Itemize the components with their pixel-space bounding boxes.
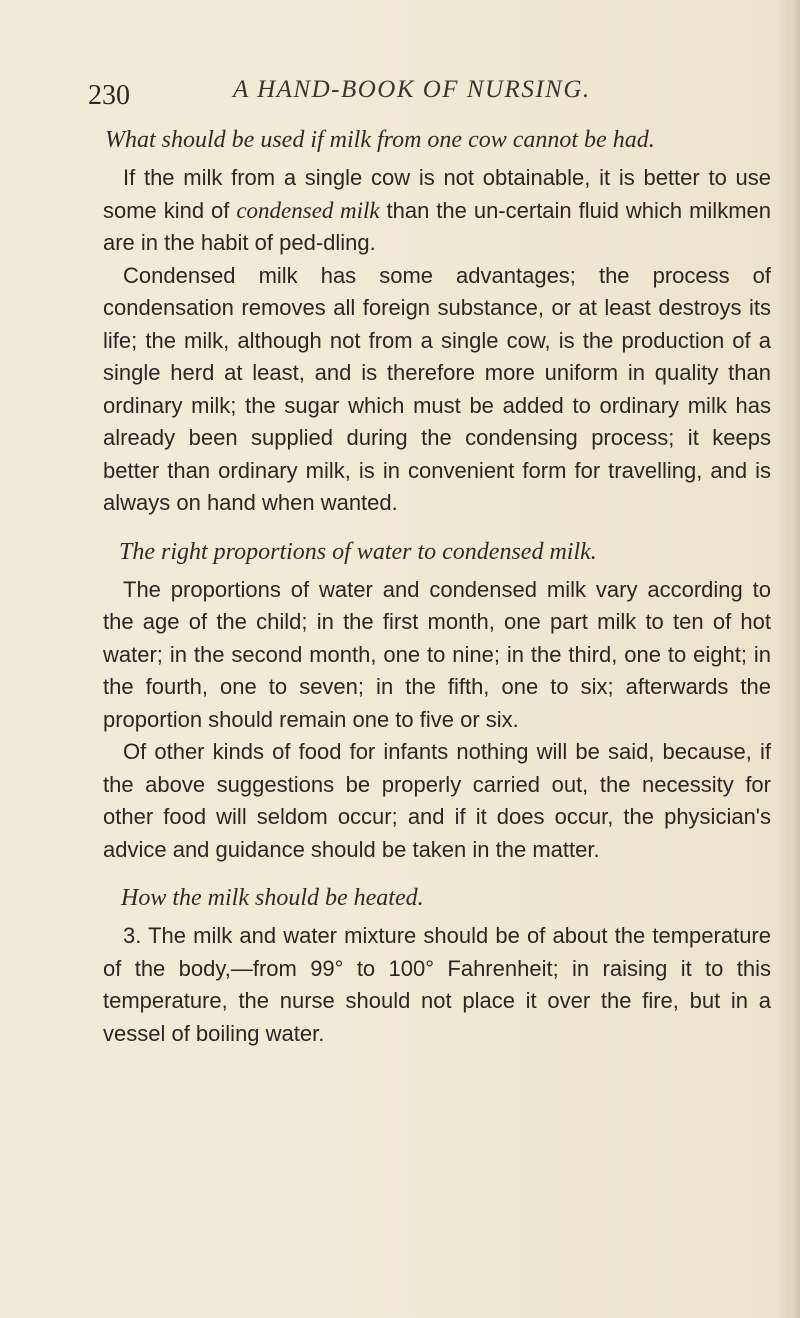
page-edge bbox=[790, 0, 800, 1318]
section-heading-proportions: The right proportions of water to condensed milk. bbox=[119, 538, 597, 565]
emphasis-condensed-milk: condensed milk bbox=[236, 197, 380, 223]
page-number: 230 bbox=[88, 80, 130, 111]
paragraph-condensed-milk-intro bbox=[103, 162, 771, 260]
paragraph-other-foods: Of other kinds of food for infants nothing will be said, because, if the above suggestions be properly carried out, the necessity for other food will seldom occur; and if it does occur, the physician's advice and guidance should be taken in the matter. bbox=[103, 739, 771, 862]
paragraph-text: than the un-certain fluid which milkmen are in the habit of ped-dling. bbox=[103, 197, 771, 255]
section-heading-condensed-milk-use: What should be used if milk from one cow cannot be had. bbox=[105, 127, 655, 153]
paragraph-heating: 3. The milk and water mixture should be of about the temperature of the body,—from 99° to 100° Fahrenheit; in raising it to this temperature, the nurse should not place it over the fire, but in a vessel of boiling water. bbox=[103, 923, 771, 1046]
paragraph-text: If the milk from a single cow is not obtainable, it is better to use some kind of bbox=[103, 165, 771, 223]
paragraph-proportions: The proportions of water and condensed milk vary according to the age of the child; in the first month, one part milk to ten of hot water; in the second month, one to nine; in the third, one to eight; in the fourth, one to seven; in the fifth, one to six; afterwards the proportion should remain one to five or six. bbox=[103, 576, 771, 732]
running-title: A HAND-BOOK OF NURSING. bbox=[233, 76, 591, 103]
section-heading-heating: How the milk should be heated. bbox=[121, 885, 424, 911]
page-body bbox=[103, 122, 771, 1050]
running-header bbox=[88, 76, 768, 116]
paragraph-condensed-milk-advantages: Condensed milk has some advantages; the process of condensation removes all foreign substance, or at least destroys its life; the milk, although not from a single cow, is the production of a single herd at least, and is therefore more uniform in quality than ordinary milk; the sugar which must be added to ordinary milk has already been supplied during the condensing process; it keeps better than ordinary milk, is in convenient form for travelling, and is always on hand when wanted. bbox=[103, 262, 771, 515]
